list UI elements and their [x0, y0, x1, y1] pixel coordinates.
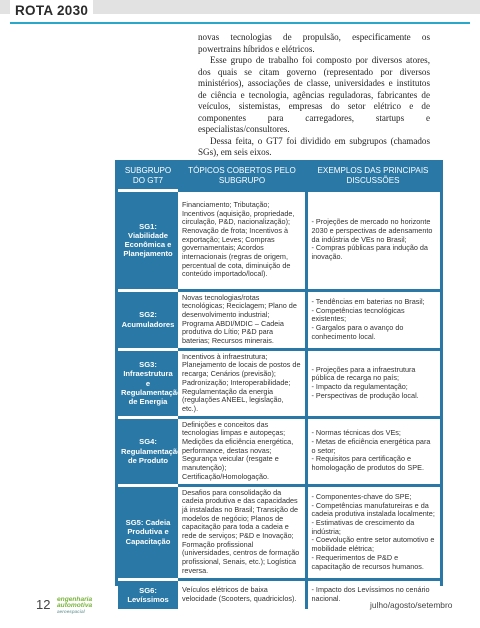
subgroup-topics: Incentivos à infraestrutura; Planejamento de locais de postos de recarga; Cenários (previsão); Padronização; Interoperabilidade; Regulamentação da energia (regulações ANEEL, legislação, etc.).: [178, 349, 306, 417]
subgroup-topics: Financiamento; Tributação; Incentivos (aquisição, propriedade, circulação, P&D, nacionalização); Renovação de frota; Incentivos à exportação; Leves; Compras governamentais; Acordos internacionais (regras de origem, percentual de cota, diminuição de conteúdo importado/local).: [178, 190, 306, 290]
table-row: [118, 485, 440, 579]
subgroup-examples: - Tendências em baterias no Brasil; - Competências tecnológicas existentes; - Gargalos para o avanço do conhecimento local.: [306, 290, 440, 349]
subgroup-examples: - Projeções para a infraestrutura pública de recarga no país; - Impacto da regulamentação; - Perspectivas de produção local.: [306, 349, 440, 417]
page-number: 12: [36, 597, 51, 612]
issue-date: julho/agosto/setembro: [370, 600, 453, 610]
section-title: ROTA 2030: [10, 0, 93, 22]
subgroup-name: SG6: Levíssimos: [118, 579, 178, 609]
subgroup-topics: Veículos elétricos de baixa velocidade (Scooters, quadriciclos).: [178, 579, 306, 609]
table-row: [118, 290, 440, 349]
table-row: [118, 349, 440, 417]
subgroup-topics: Novas tecnologias/rotas tecnológicas; Reciclagem; Plano de desenvolvimento industrial; Programa ABDI/MDIC – Cadeia produtiva do Lítio; P&D para baterias; Recursos minerais.: [178, 290, 306, 349]
magazine-logo: engenharia automotiva aeroespacial: [57, 596, 93, 614]
paragraph-3: Dessa feita, o GT7 foi dividido em subgrupos (chamados SGs), em seis eixos.: [198, 135, 430, 157]
paragraph-2: Esse grupo de trabalho foi composto por diversos atores, dos quais se citam governo (representado por diversos ministérios), associações de classe, universidades e institutos de ciência e tecnologia, agências reguladoras, fabricantes de veículos, sistemistas, empresas do setor elétrico e de componentes para carregadores, startups e especialistas/consultores.: [198, 55, 430, 134]
paragraph-1: novas tecnologias de propulsão, especificamente os powertrains híbridos e elétricos.: [198, 32, 430, 54]
subgroup-topics: Desafios para consolidação da cadeia produtiva e das capacidades já instaladas no Brasil; Transição de modelos de negócio; Planos de capacitação para toda a cadeia e rede de serviços; P&D e Inovação; Formação profissional (universidades, centros de formação profissional, Senais, etc.); Logística reversa.: [178, 485, 306, 579]
subgroup-name: SG1: Viabilidade Econômica e Planejamento: [118, 190, 178, 290]
subgroup-name: SG4: Regulamentação de Produto: [118, 417, 178, 485]
subgroup-examples: - Impacto dos Levíssimos no cenário nacional.: [306, 579, 440, 609]
subgroup-topics: Definições e conceitos das tecnologias limpas e autopeças; Medições da eficiência energética, performance, destas novas; Segurança veicular (resgate e manutenção); Certificação/Homologação.: [178, 417, 306, 485]
subgroup-name: SG2: Acumuladores: [118, 290, 178, 349]
subgroup-examples: - Normas técnicas dos VEs; - Metas de eficiência energética para o setor; - Requisitos para certificação e homologação de produtos do SPE.: [306, 417, 440, 485]
subgroup-examples: - Componentes-chave do SPE; - Competências manufatureiras e da cadeia produtiva instalada localmente; - Estimativas de crescimento da indústria; - Coevolução entre setor automotivo e mobilidade elétrica; - Requerimentos de P&D e capacitação de recursos humanos.: [306, 485, 440, 579]
article-body: [198, 32, 430, 159]
table-row: [118, 190, 440, 290]
subgroups-table: [115, 160, 443, 604]
table-row: [118, 417, 440, 485]
subgroup-name: SG5: Cadeia Produtiva e Capacitação: [118, 485, 178, 579]
subgroup-name: SG3: Infraestrutura e Regulamentação de Energia: [118, 349, 178, 417]
header-examples: EXEMPLOS DAS PRINCIPAIS DISCUSSÕES: [306, 163, 440, 190]
header-subgroup: SUBGRUPO DO GT7: [118, 163, 178, 190]
subgroup-examples: - Projeções de mercado no horizonte 2030 e perspectivas de adensamento da indústria de VEs no Brasil; - Compras públicas para indução da inovação.: [306, 190, 440, 290]
section-divider: [10, 22, 470, 24]
header-topics: TÓPICOS COBERTOS PELO SUBGRUPO: [178, 163, 306, 190]
